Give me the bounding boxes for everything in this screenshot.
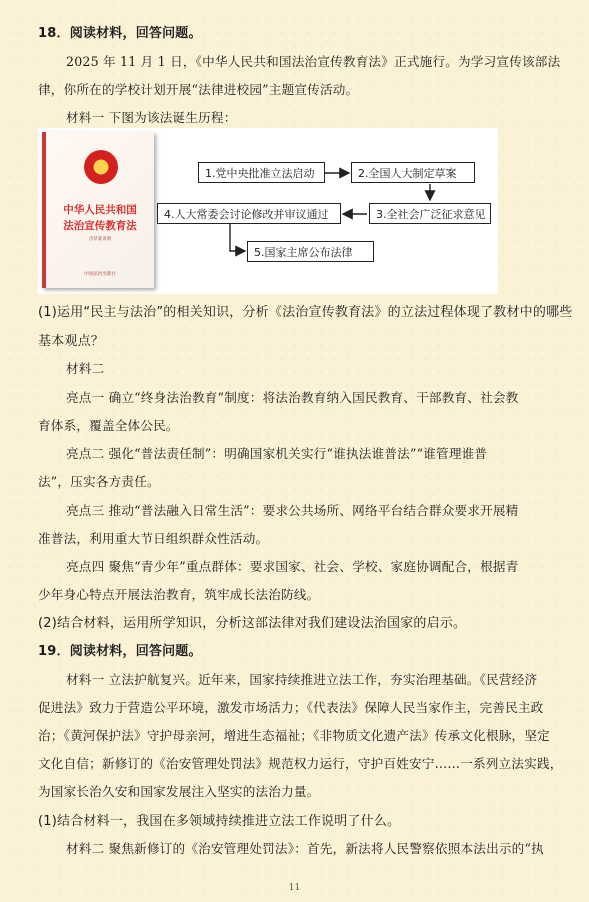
q18-sub1-line2: 基本观点？ bbox=[38, 334, 105, 349]
q19-heading: 19．阅读材料，回答问题。 bbox=[38, 644, 202, 659]
material1-caption: 材料一 下图为该法诞生历程： bbox=[66, 110, 237, 125]
highlight1-line1: 亮点一 确立“终身法治教育”制度：将法治教育纳入国民教育、干部教育、社会教 bbox=[66, 390, 519, 405]
flow-step-2: 2.全国人大制定草案 bbox=[351, 162, 475, 183]
highlight3-line1: 亮点三 推动“普法融入日常生活”：要求公共场所、网络平台结合群众要求开展精 bbox=[66, 503, 519, 518]
page-number: 11 bbox=[288, 883, 301, 893]
material2-title: 材料二 bbox=[66, 361, 105, 376]
highlight2-line2: 法”，压实各方责任。 bbox=[38, 474, 160, 489]
q18-heading: 18．阅读材料，回答问题。 bbox=[38, 26, 202, 41]
q19-material1-line5: 为国家长治久安和国家发展注入坚实的法治力量。 bbox=[38, 784, 320, 799]
book-publisher: 中国法治出版社 bbox=[84, 272, 116, 277]
flow-step-4: 4.人大常委会讨论修改并审议通过 bbox=[157, 203, 341, 224]
highlight2-line1: 亮点二 强化“普法责任制”：明确国家机关实行“谁执法谁普法”“谁管理谁普 bbox=[66, 446, 488, 461]
book-title-line2: 法治宣传教育法 bbox=[63, 220, 137, 232]
q18-sub1-line1: (1)运用“民主与法治”的相关知识，分析《法治宣传教育法》的立法过程体现了教材中的哪些 bbox=[38, 305, 573, 320]
q18-intro-line2: 律，你所在的学校计划开展“法律进校园”主题宣传活动。 bbox=[38, 82, 359, 97]
arrow-4-to-5 bbox=[230, 224, 245, 251]
highlight4-line1: 亮点四 聚焦“青少年”重点群体：要求国家、社会、学校、家庭协调配合，根据青 bbox=[66, 559, 519, 574]
q19-material1-line4: 文化自信；新修订的《治安管理处罚法》规范权力运行，守护百姓安宁……一系列立法实践， bbox=[38, 756, 563, 771]
q19-material1-line3: 治；《黄河保护法》守护母亲河，增进生态福祉；《非物质文化遗产法》传承文化根脉，坚定 bbox=[38, 728, 550, 743]
flow-step-3: 3.全社会广泛征求意见 bbox=[369, 203, 491, 224]
q19-material1-line1: 材料一 立法护航复兴。近年来，国家持续推进立法工作，夯实治理基础。《民营经济 bbox=[66, 672, 538, 687]
flow-step-1: 1.党中央批准立法启动 bbox=[198, 162, 325, 183]
law-process-figure bbox=[38, 128, 498, 294]
highlight1-line2: 育体系，覆盖全体公民。 bbox=[38, 418, 179, 433]
q18-intro-line1: 2025 年 11 月 1 日，《中华人民共和国法治宣传教育法》正式施行。为学习宣传该部法 bbox=[66, 54, 561, 69]
book-subtitle: 含草案说明 bbox=[88, 237, 112, 242]
q19-material2-line1: 材料二 聚焦新修订的《治安管理处罚法》：首先，新法将人民警察依照本法出示的“执 bbox=[66, 841, 544, 856]
q18-sub2: (2)结合材料，运用所学知识，分析这部法律对我们建设法治国家的启示。 bbox=[38, 616, 467, 631]
flow-step-5: 5.国家主席公布法律 bbox=[247, 241, 374, 262]
book-title-line1: 中华人民共和国 bbox=[63, 204, 137, 216]
q19-sub1: (1)结合材料一，我国在多领域持续推进立法工作说明了什么。 bbox=[38, 814, 401, 829]
highlight4-line2: 少年身心特点开展法治教育，筑牢成长法治防线。 bbox=[38, 587, 320, 602]
q19-material1-line2: 促进法》致力于营造公平环境，激发市场活力；《代表法》保障人民当家作主，完善民主政 bbox=[38, 700, 544, 715]
highlight3-line2: 准普法，利用重大节日组织群众性活动。 bbox=[38, 531, 269, 546]
